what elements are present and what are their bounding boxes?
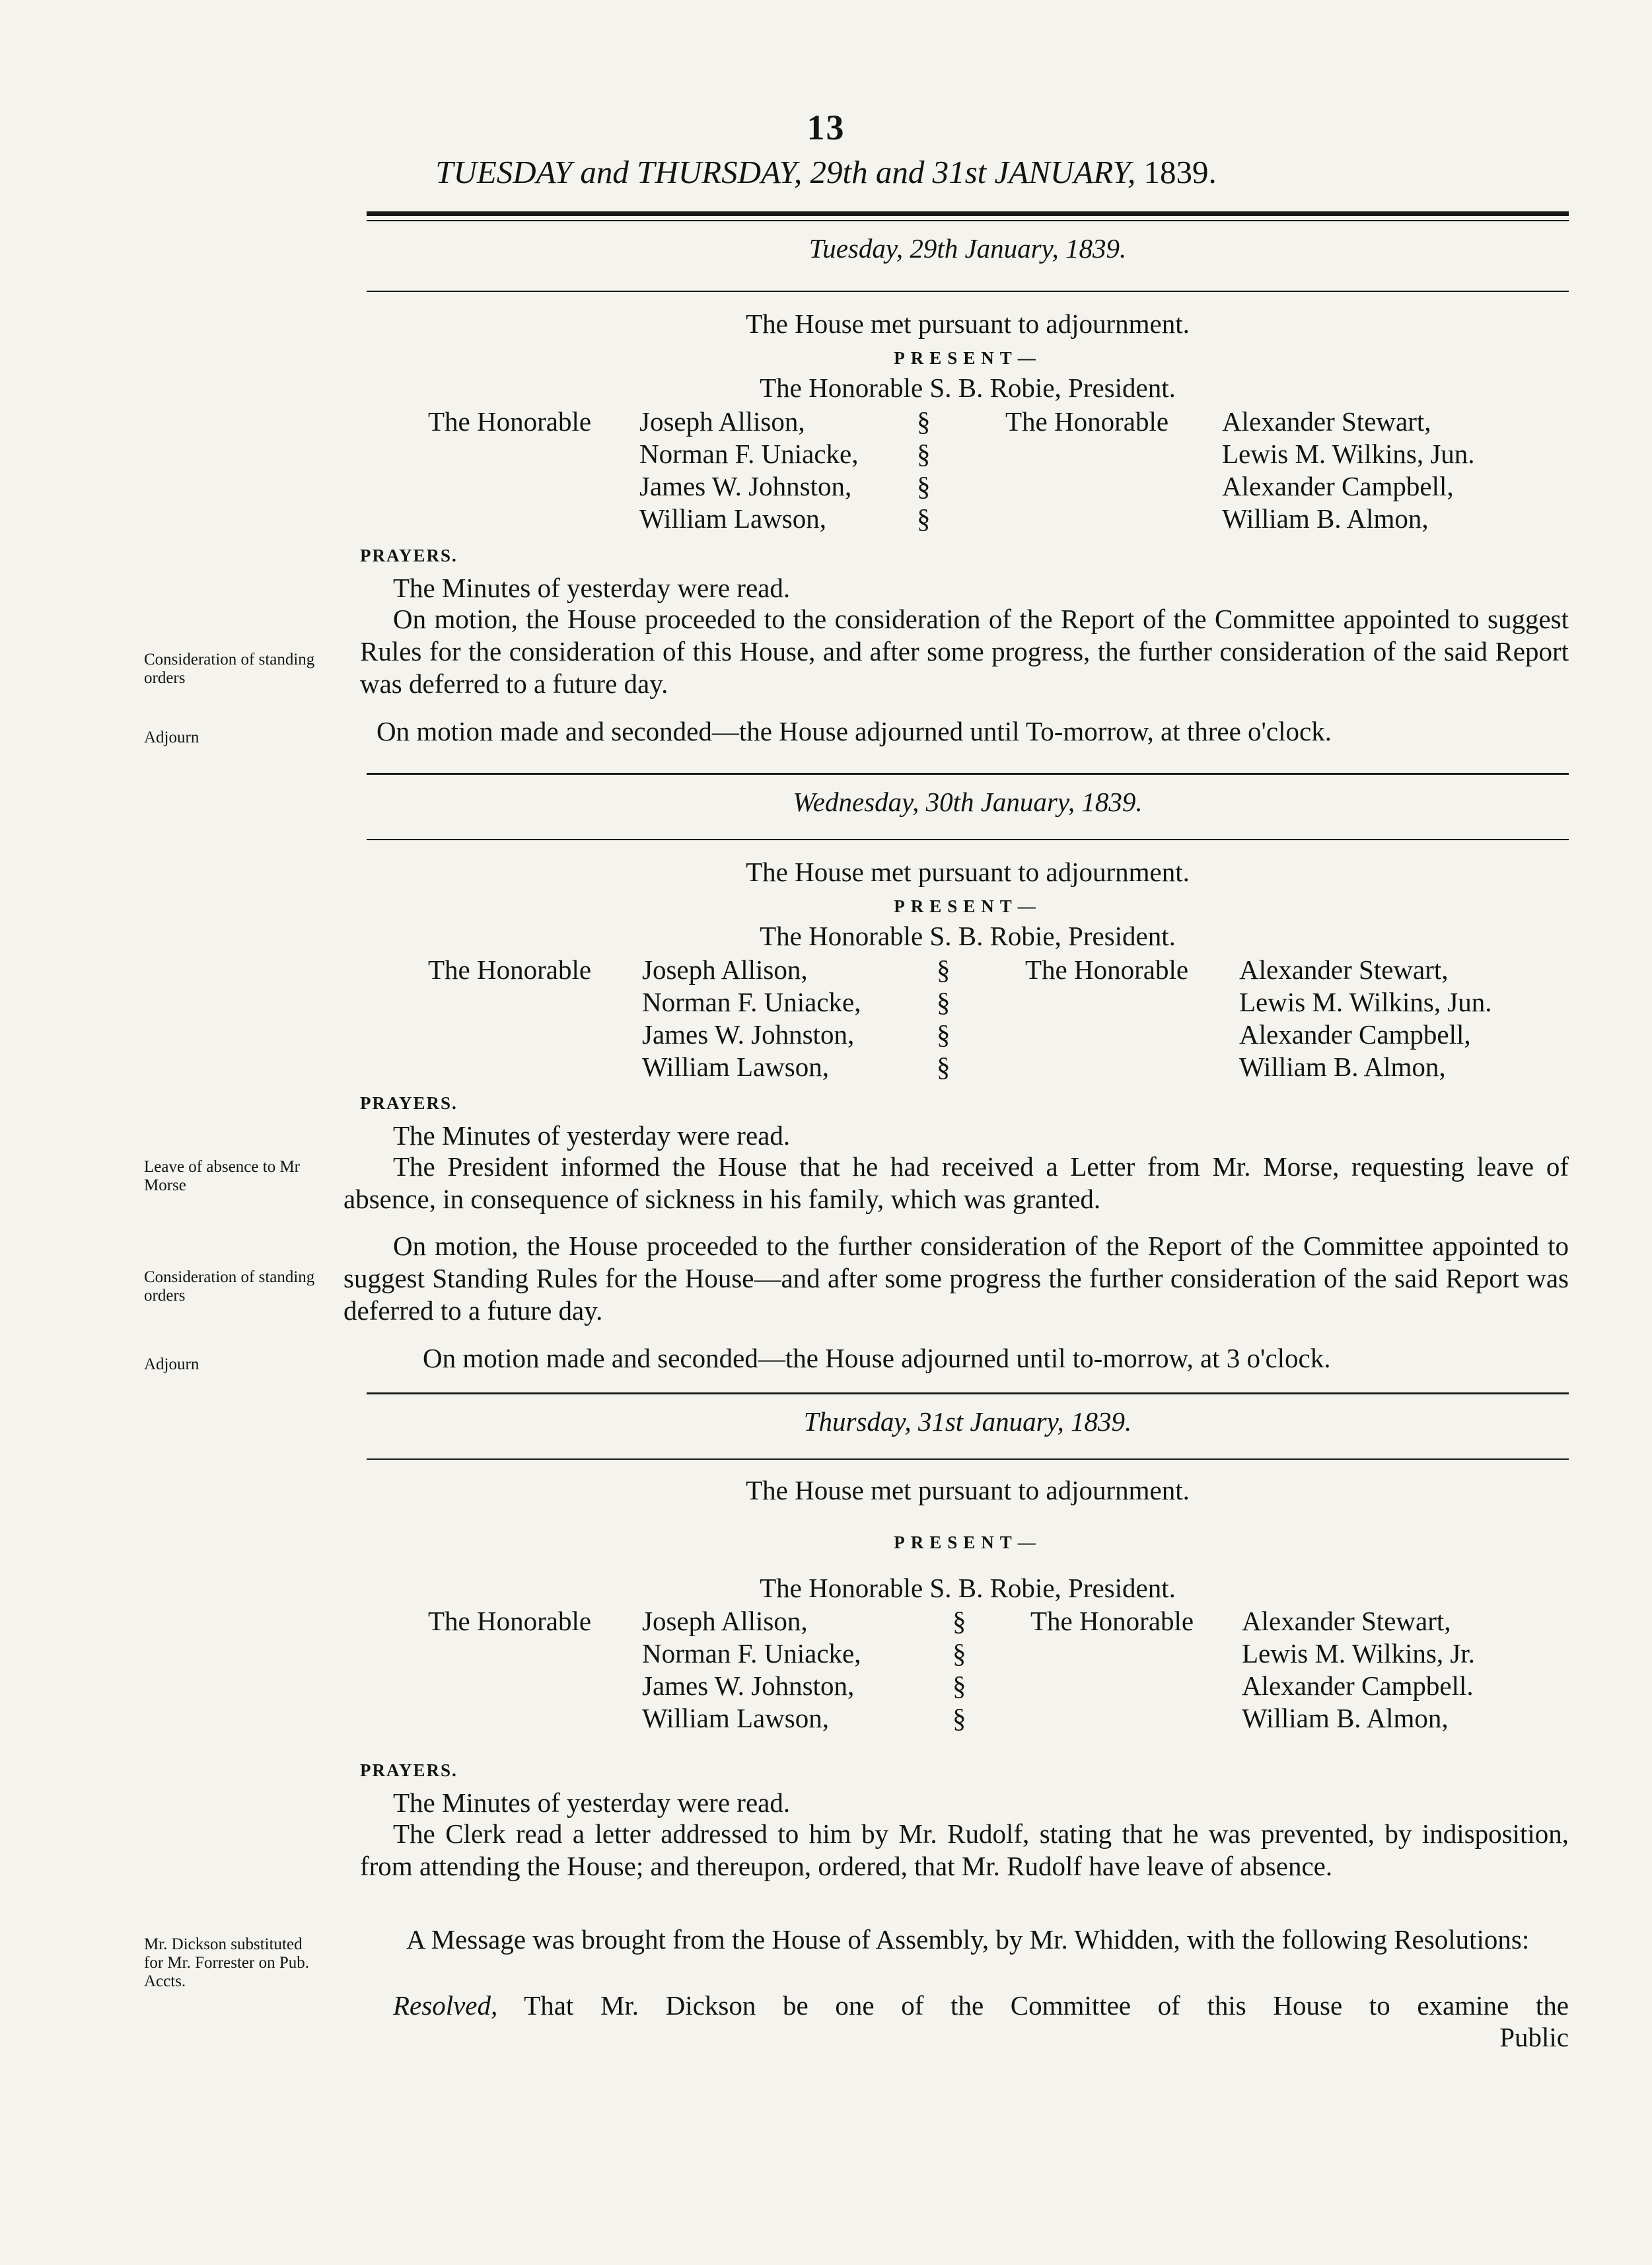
- member-name: Alexander Stewart,: [1239, 954, 1449, 985]
- member-name: Norman F. Uniacke,: [639, 439, 859, 469]
- header-year: 1839.: [1143, 154, 1217, 190]
- day-1-title: Tuesday, 29th January, 1839.: [808, 233, 1127, 264]
- member-name: Alexander Campbell.: [1242, 1671, 1474, 1701]
- day-1-left-names: [639, 406, 858, 535]
- day-3-rule-top: [367, 1392, 1569, 1394]
- section-mark: §: [937, 1052, 951, 1082]
- day-2-rule-top: [367, 773, 1569, 775]
- day-2-present: PRESENT—: [894, 896, 1042, 916]
- member-name: Lewis M. Wilkins, Jr.: [1242, 1638, 1475, 1669]
- day-3-president: The Honorable S. B. Robie, President.: [760, 1573, 1176, 1603]
- day-3-paragraph-2: A Message was brought from the House of Assembly, by Mr. Whidden, with the following Resolutions:: [406, 1924, 1530, 1955]
- section-mark: §: [937, 987, 951, 1017]
- section-mark: §: [952, 1638, 966, 1669]
- day-3-present: PRESENT—: [894, 1532, 1042, 1552]
- member-name: Joseph Allison,: [639, 406, 805, 437]
- member-name: William B. Almon,: [1242, 1703, 1449, 1733]
- day-3-left-names: [642, 1605, 861, 1735]
- day-3-prayers: PRAYERS.: [360, 1760, 458, 1780]
- member-name: James W. Johnston,: [639, 471, 852, 501]
- member-name: Alexander Stewart,: [1222, 406, 1431, 437]
- day-3-rule: [367, 1458, 1569, 1460]
- header-rule-thin: [367, 220, 1569, 221]
- section-mark: §: [937, 954, 951, 985]
- day-1-left-prefix: The Honorable: [428, 406, 592, 437]
- day-2-paragraph-2: On motion, the House proceeded to the further consideration of the Report of the Committee appointed to suggest Standing Rules for the House—and after some progress the further consideration of the said Report was deferred to a future day.: [343, 1231, 1569, 1326]
- member-name: William Lawson,: [642, 1703, 830, 1733]
- day-2-paragraph-3: On motion made and seconded—the House adjourned until to-morrow, at 3 o'clock.: [423, 1343, 1331, 1373]
- header-dates: 29th and 31st JANUARY,: [810, 154, 1136, 190]
- section-mark: §: [952, 1703, 966, 1733]
- margin-note: Mr. Dickson substituted for Mr. Forrester on Pub. Accts.: [144, 1935, 309, 1990]
- day-1-paragraph-2: On motion made and seconded—the House adjourned until To-morrow, at three o'clock.: [377, 716, 1332, 746]
- day-1-president: The Honorable S. B. Robie, President.: [760, 373, 1176, 403]
- day-2-minutes: The Minutes of yesterday were read.: [393, 1120, 791, 1151]
- day-2-president: The Honorable S. B. Robie, President.: [760, 921, 1176, 951]
- day-3-minutes: The Minutes of yesterday were read.: [393, 1787, 791, 1818]
- margin-note: Consideration of standing orders: [144, 1268, 315, 1305]
- margin-note: Adjourn: [144, 729, 199, 746]
- page-header: [0, 153, 1652, 191]
- member-name: William Lawson,: [639, 503, 827, 534]
- day-1-minutes: The Minutes of yesterday were read.: [393, 573, 791, 603]
- day-2-met: The House met pursuant to adjournment.: [746, 857, 1190, 887]
- section-mark: §: [917, 471, 931, 501]
- member-name: James W. Johnston,: [642, 1671, 855, 1701]
- member-name: Joseph Allison,: [642, 1606, 808, 1636]
- day-2-section-marks: [937, 954, 951, 1083]
- section-mark: §: [917, 503, 931, 534]
- member-name: Norman F. Uniacke,: [642, 1638, 861, 1669]
- member-name: William B. Almon,: [1239, 1052, 1446, 1082]
- day-1-prayers: PRAYERS.: [360, 546, 458, 565]
- day-1-paragraph-1: On motion, the House proceeded to the consideration of the Report of the Committee appointed to suggest Rules for the consideration of this House, and after some progress, the further consideration of the said Report was deferred to a future day.: [360, 604, 1569, 699]
- day-2-title: Wednesday, 30th January, 1839.: [793, 787, 1143, 817]
- day-2-rule: [367, 839, 1569, 840]
- day-2-right-prefix: The Honorable: [1025, 954, 1189, 985]
- day-2-right-names: [1239, 954, 1492, 1083]
- day-3-section-marks: [952, 1605, 966, 1735]
- day-3-paragraph-3: [393, 1990, 1569, 2022]
- member-name: William Lawson,: [642, 1052, 830, 1082]
- member-name: Norman F. Uniacke,: [642, 987, 861, 1017]
- day-1-met: The House met pursuant to adjournment.: [746, 308, 1190, 339]
- resolution-text: That Mr. Dickson be one of the Committee of this House to examine the: [524, 1990, 1569, 2021]
- section-mark: §: [917, 406, 931, 437]
- header-prefix: TUESDAY and THURSDAY,: [435, 154, 803, 190]
- member-name: Lewis M. Wilkins, Jun.: [1222, 439, 1475, 469]
- day-1-present: PRESENT—: [894, 348, 1042, 368]
- day-3-right-names: [1242, 1605, 1475, 1735]
- section-mark: §: [917, 439, 931, 469]
- member-name: Alexander Campbell,: [1222, 471, 1454, 501]
- section-mark: §: [952, 1671, 966, 1701]
- day-3-met: The House met pursuant to adjournment.: [746, 1475, 1190, 1505]
- member-name: Alexander Campbell,: [1239, 1019, 1471, 1050]
- day-2-prayers: PRAYERS.: [360, 1093, 458, 1113]
- margin-note: Consideration of standing orders: [144, 651, 315, 687]
- member-name: Alexander Stewart,: [1242, 1606, 1451, 1636]
- day-1-right-prefix: The Honorable: [1005, 406, 1169, 437]
- day-3-title: Thursday, 31st January, 1839.: [803, 1406, 1132, 1437]
- member-name: William B. Almon,: [1222, 503, 1429, 534]
- day-3-paragraph-1: The Clerk read a letter addressed to him by Mr. Rudolf, stating that he was prevented, by indisposition, from attending the House; and thereupon, ordered, that Mr. Rudolf have leave of absence.: [360, 1818, 1569, 1881]
- page-number: 13: [807, 108, 845, 147]
- margin-note: Leave of absence to Mr Morse: [144, 1158, 300, 1194]
- day-2-paragraph-1: The President informed the House that he had received a Letter from Mr. Morse, requesting leave of absence, in consequence of sickness in his family, which was granted.: [343, 1151, 1569, 1214]
- day-2-left-prefix: The Honorable: [428, 954, 592, 985]
- day-1-section-marks: [917, 406, 931, 535]
- margin-note: Adjourn: [144, 1355, 199, 1373]
- catchword: Public: [1499, 2022, 1569, 2052]
- day-3-left-prefix: The Honorable: [428, 1606, 592, 1636]
- section-mark: §: [952, 1606, 966, 1636]
- member-name: James W. Johnston,: [642, 1019, 855, 1050]
- resolved-label: Resolved,: [393, 1990, 498, 2021]
- member-name: Lewis M. Wilkins, Jun.: [1239, 987, 1492, 1017]
- member-name: Joseph Allison,: [642, 954, 808, 985]
- day-3-right-prefix: The Honorable: [1030, 1606, 1194, 1636]
- header-rule-thick: [367, 211, 1569, 216]
- section-mark: §: [937, 1019, 951, 1050]
- day-2-left-names: [642, 954, 861, 1083]
- day-1-right-names: [1182, 406, 1552, 535]
- day-1-rule: [367, 291, 1569, 292]
